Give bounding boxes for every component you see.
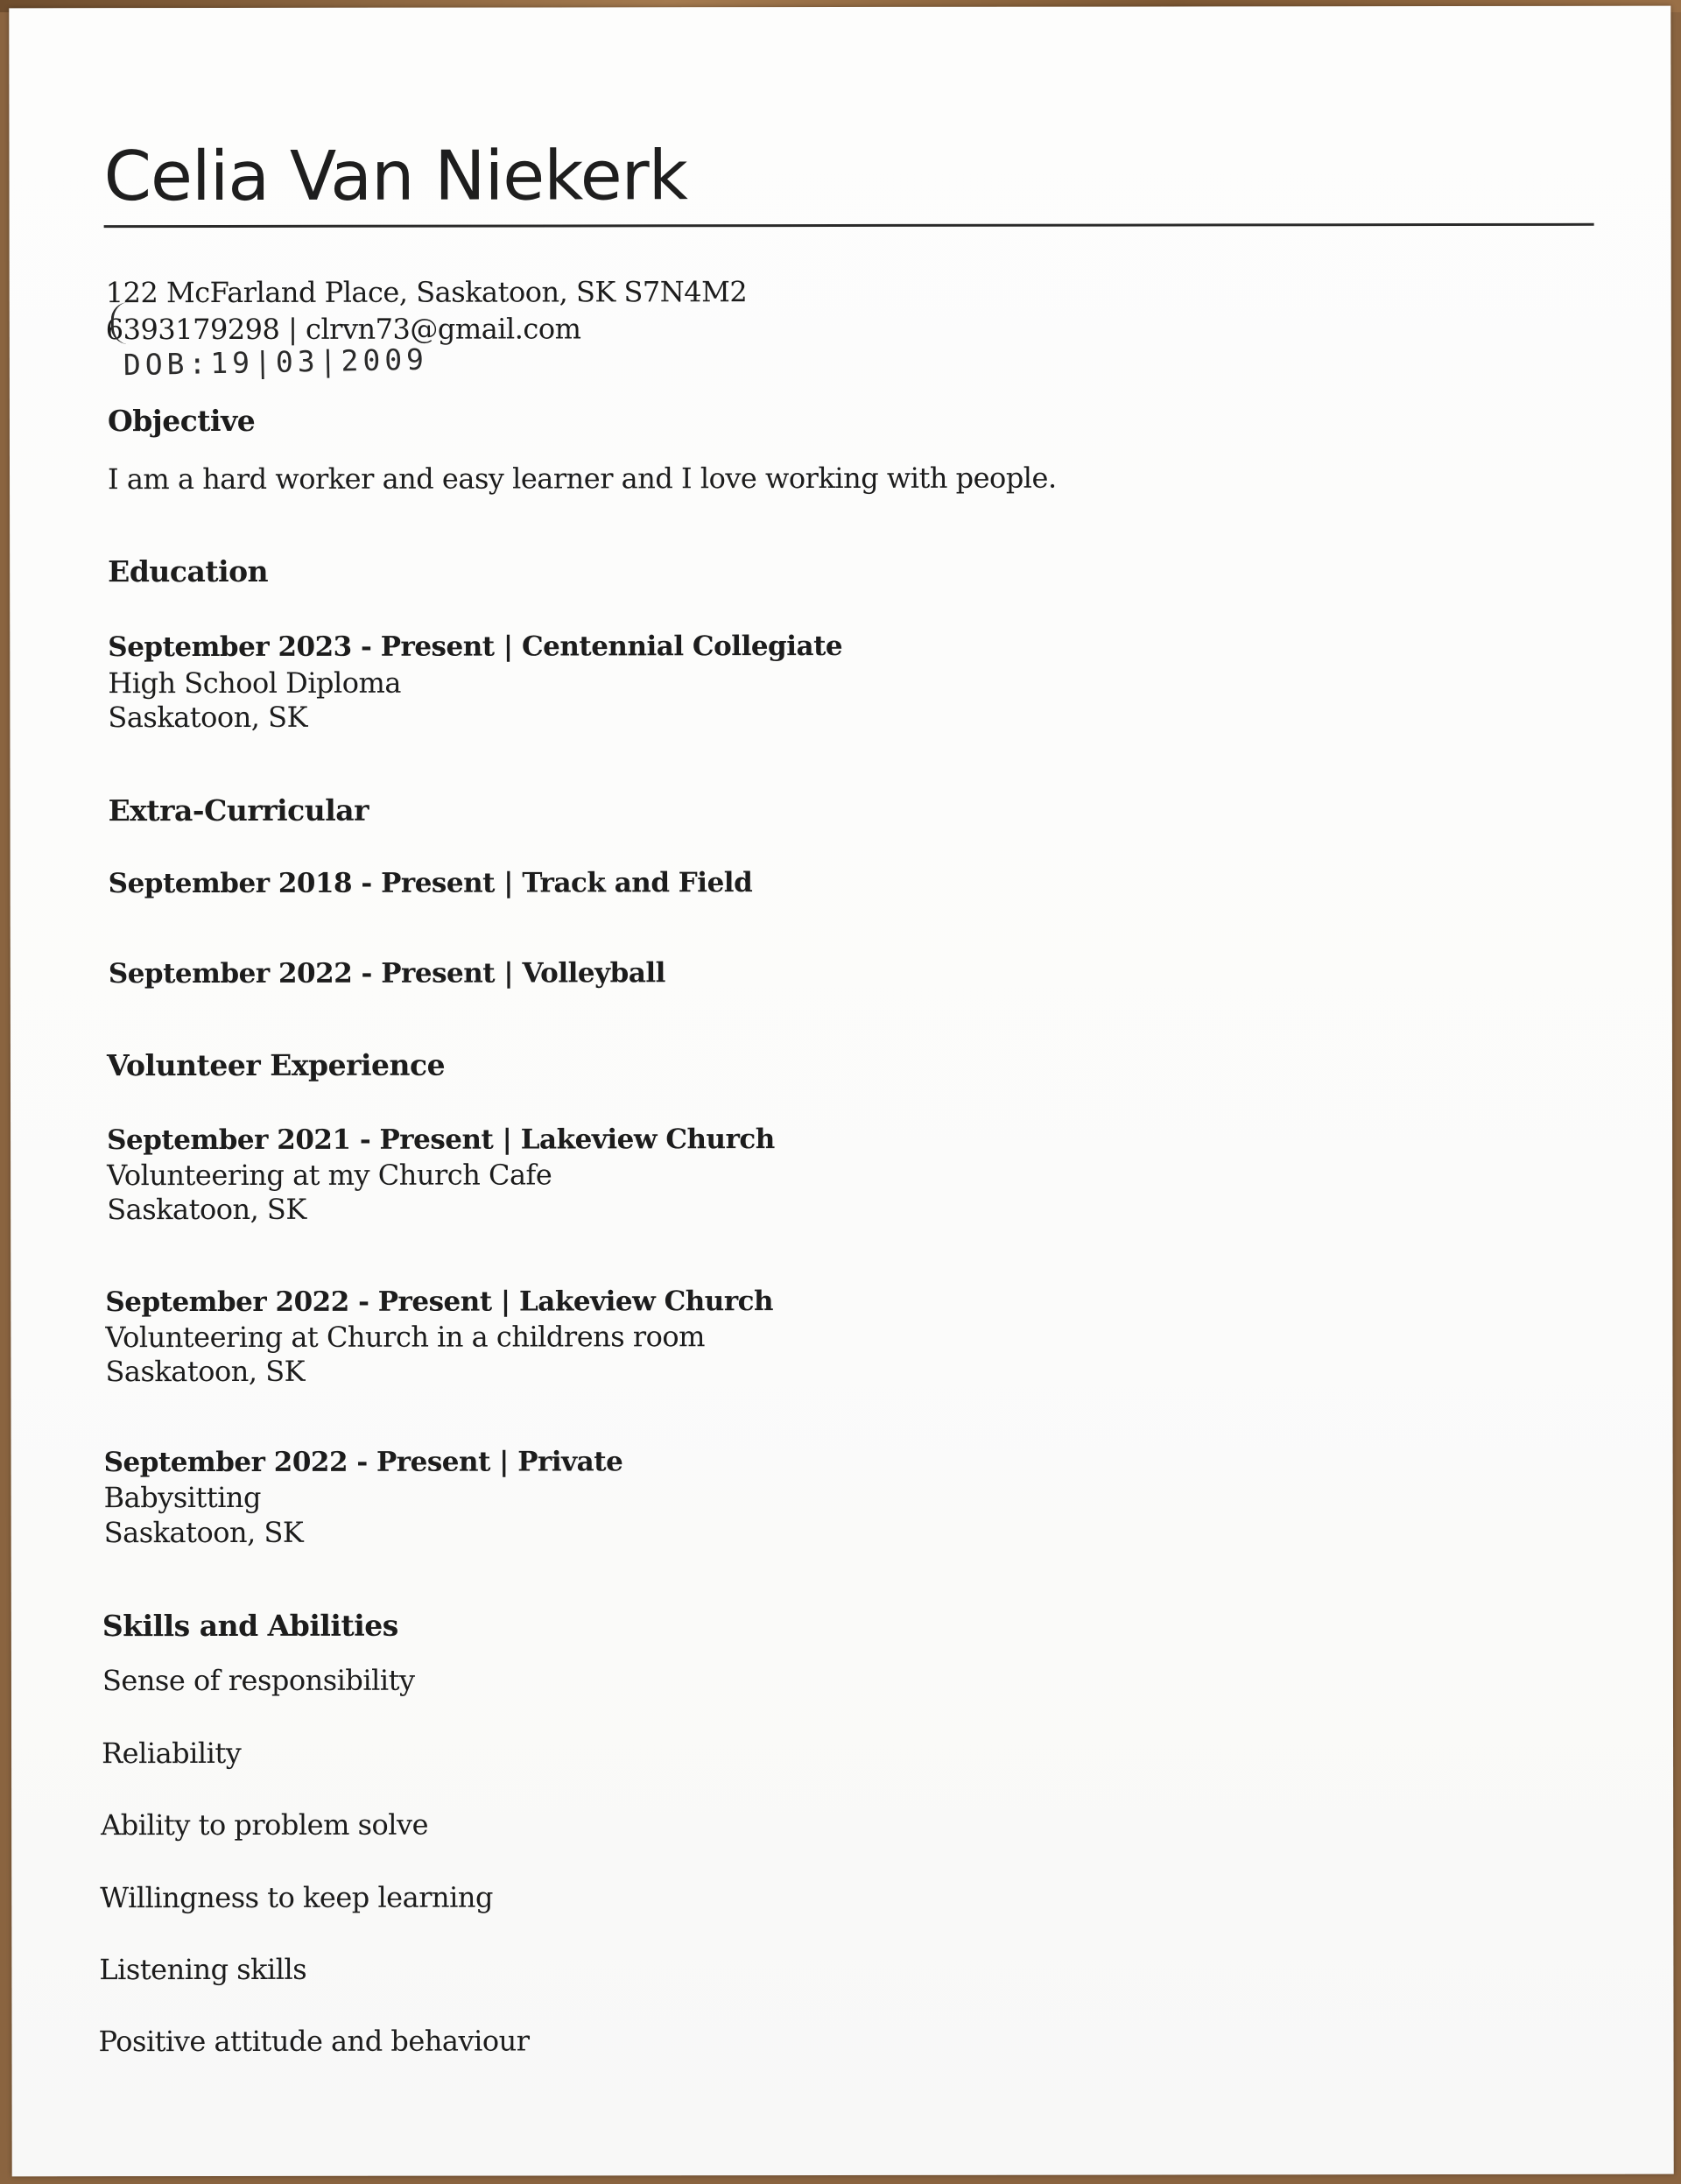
skill-item: Listening skills: [99, 1952, 307, 1987]
resume-name: Celia Van Niekerk: [103, 137, 687, 217]
contact-address: 122 McFarland Place, Saskatoon, SK S7N4M2: [105, 275, 748, 310]
extracurricular-entry-head: September 2018 - Present | Track and Field: [108, 867, 753, 900]
education-heading: Education: [108, 553, 269, 589]
skill-item: Positive attitude and behaviour: [98, 2024, 530, 2059]
volunteer-entry-head: September 2022 - Present | Private: [103, 1446, 623, 1479]
skill-item: Reliability: [102, 1736, 242, 1771]
objective-heading: Objective: [107, 403, 256, 439]
education-entry-head: September 2023 - Present | Centennial Collegiate: [108, 630, 843, 664]
resume-page: [9, 6, 1673, 2177]
volunteer-entry-head: September 2022 - Present | Lakeview Church: [105, 1286, 774, 1319]
header-divider: [104, 223, 1594, 228]
volunteer-entry-line2: Saskatoon, SK: [107, 1192, 306, 1227]
volunteer-entry-line1: Babysitting: [103, 1480, 262, 1515]
volunteer-entry-line2: Saskatoon, SK: [105, 1354, 306, 1389]
education-entry-line2: Saskatoon, SK: [108, 700, 307, 735]
extracurricular-entry-head: September 2022 - Present | Volleyball: [108, 957, 665, 990]
contact-phone-email: 6393179298 | clrvn73@gmail.com: [105, 312, 581, 347]
skill-item: Ability to problem solve: [101, 1807, 429, 1842]
education-entry-line1: High School Diploma: [108, 666, 401, 701]
volunteer-entry-head: September 2021 - Present | Lakeview Church: [107, 1124, 775, 1157]
volunteer-entry-line1: Volunteering at Church in a childrens room: [105, 1320, 706, 1355]
skill-item: Sense of responsibility: [102, 1663, 415, 1698]
extracurricular-heading: Extra-Curricular: [108, 793, 369, 828]
dob-handwritten: DOB:19|03|2009: [123, 342, 429, 383]
volunteer-entry-line2: Saskatoon, SK: [103, 1515, 304, 1550]
volunteer-heading: Volunteer Experience: [106, 1047, 446, 1083]
skill-item: Willingness to keep learning: [100, 1880, 493, 1915]
skills-heading: Skills and Abilities: [102, 1608, 398, 1644]
volunteer-entry-line1: Volunteering at my Church Cafe: [107, 1158, 552, 1193]
objective-text: I am a hard worker and easy learner and I love working with people.: [107, 461, 1057, 497]
